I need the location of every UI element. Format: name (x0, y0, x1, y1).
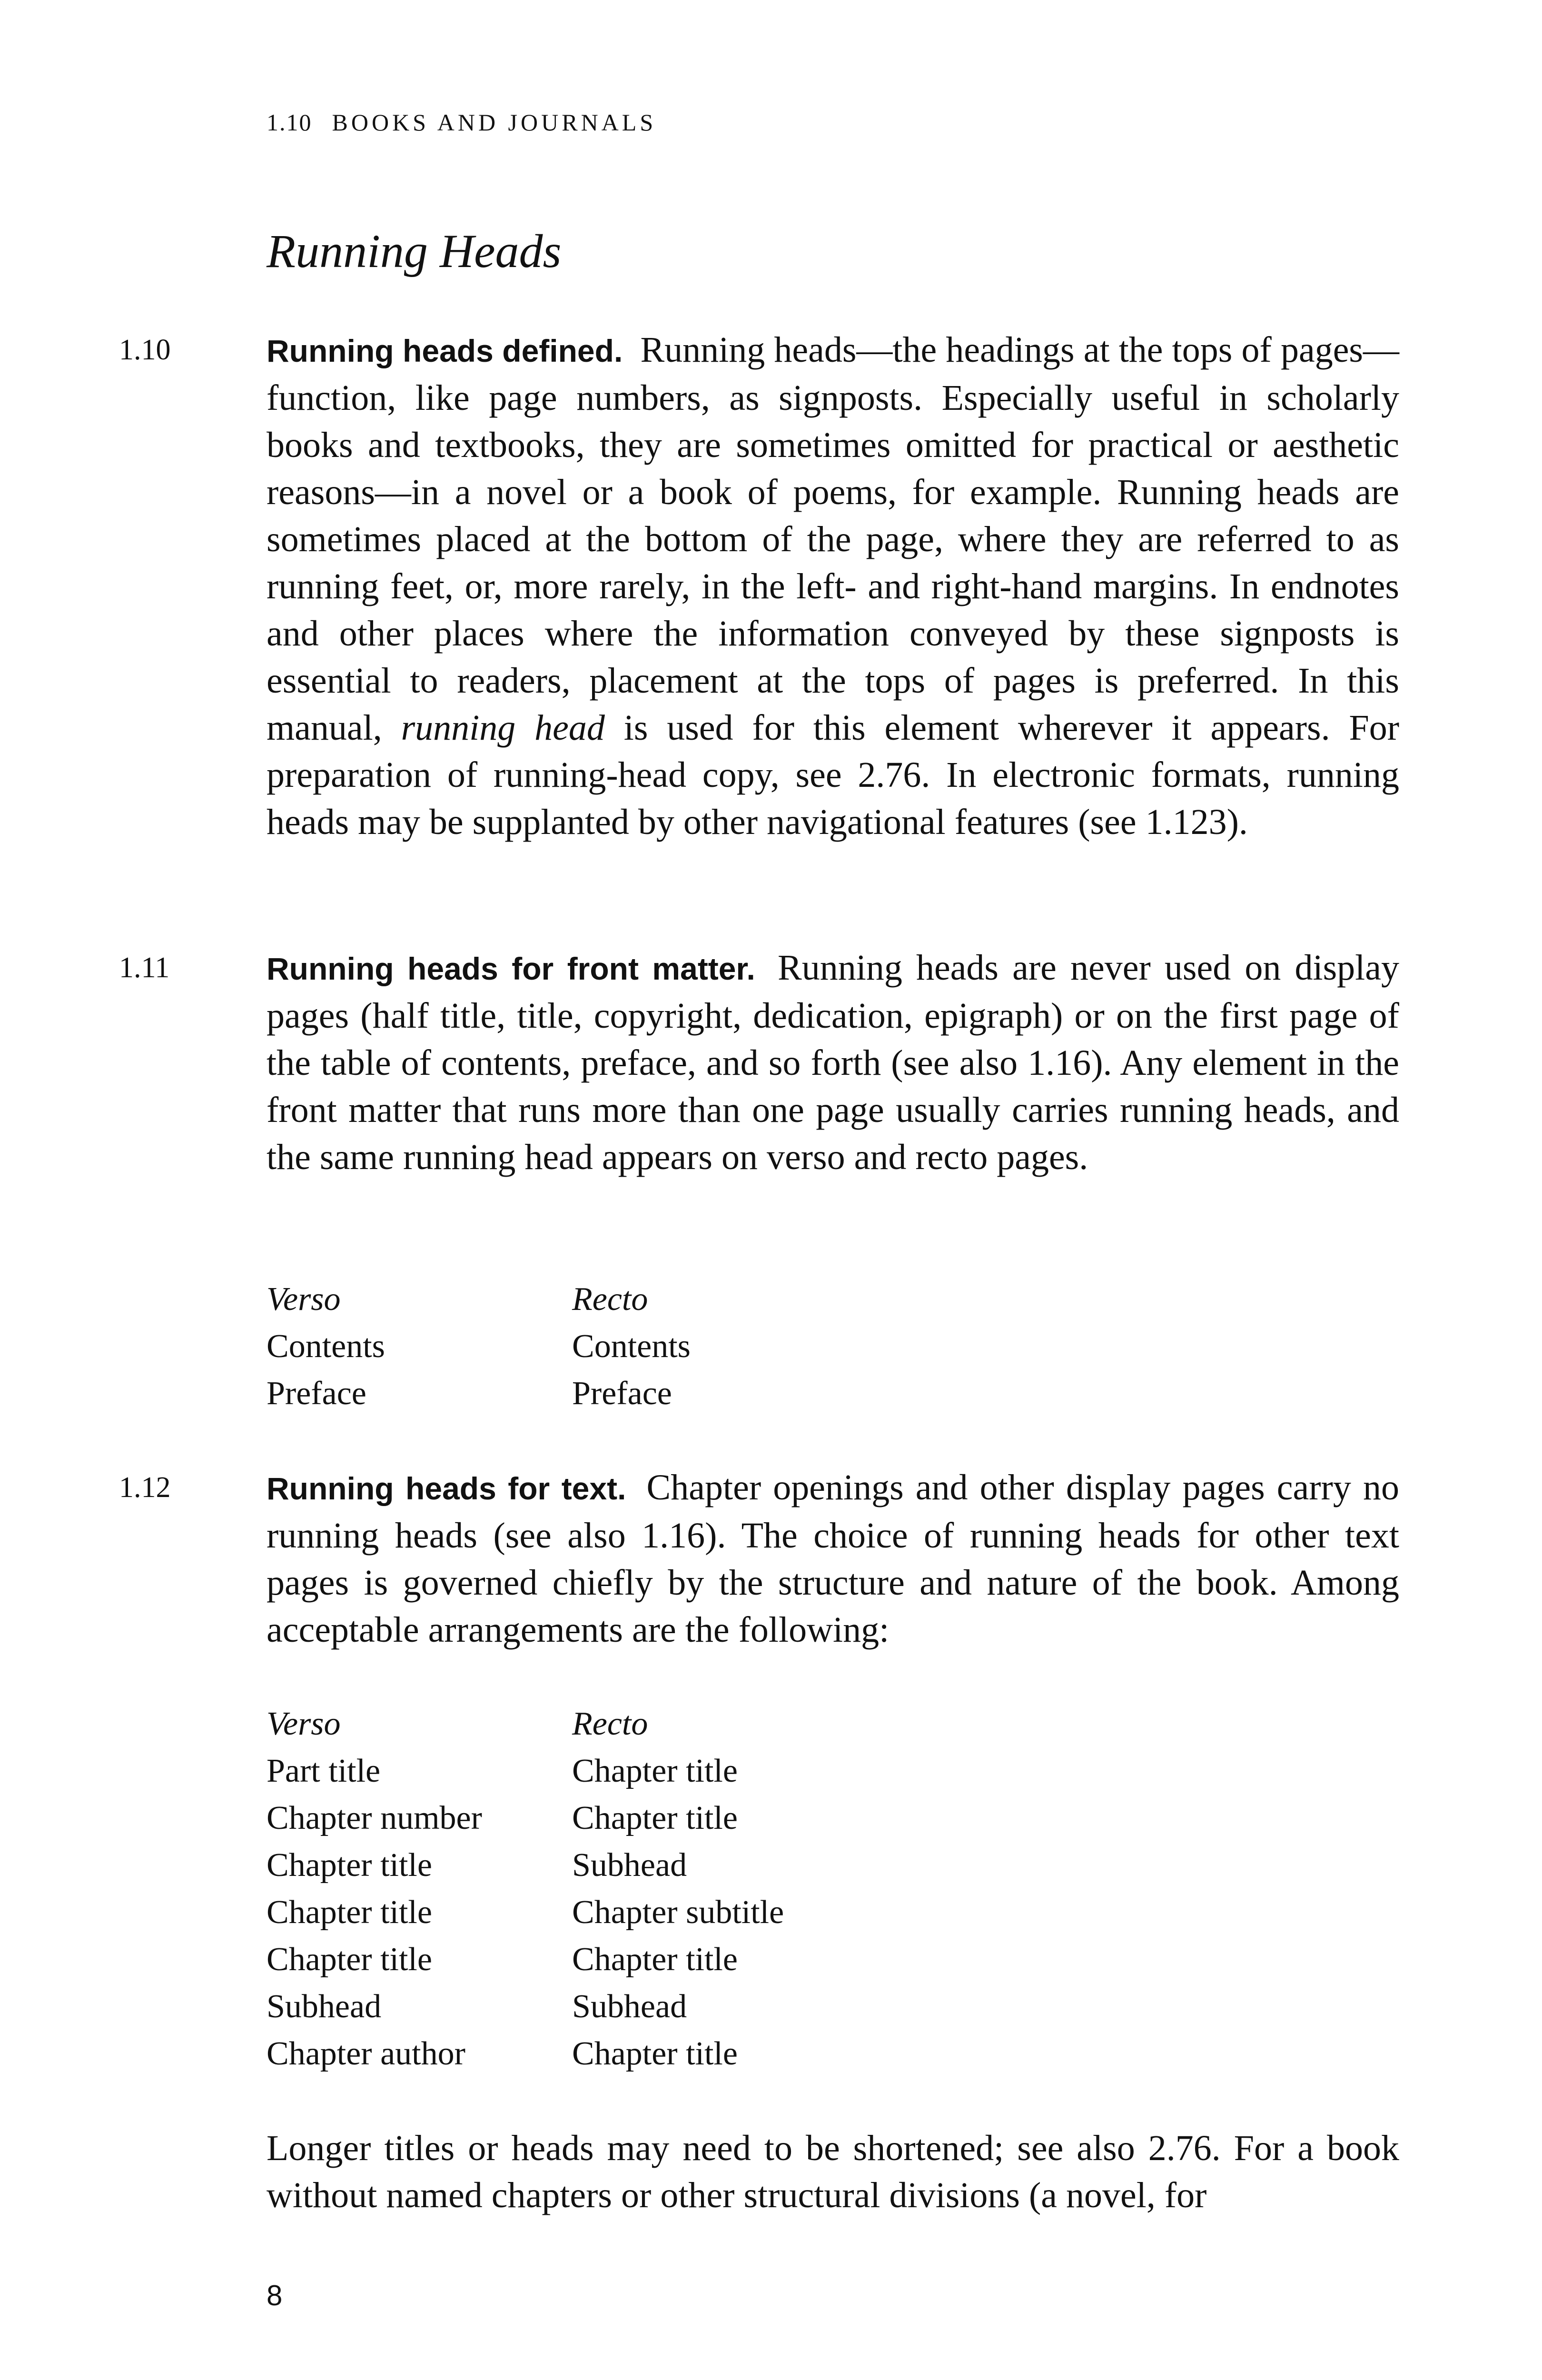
verso-cell: Preface (267, 1375, 366, 1412)
table-header-row (267, 1276, 953, 1323)
verso-header: Verso (267, 1706, 341, 1742)
table-row (267, 1747, 953, 1795)
table-row (267, 1889, 953, 1936)
table-header-row (267, 1700, 953, 1747)
table-row (267, 1936, 953, 1983)
paragraph-text: Longer titles or heads may need to be shortened; see also 2.76. For a book without named chapters or other structural divisions (a novel, for (267, 2128, 1399, 2215)
recto-cell: Chapter title (572, 2035, 738, 2072)
paragraph-lead: Running heads for front matter. (267, 951, 755, 986)
paragraph-lead: Running heads for text. (267, 1471, 626, 1506)
paragraph-text: Running heads—the headings at the tops of pages—function, like page numbers, as signposts. Especially useful in scholarly books and textbooks, they are sometimes omitted for practical or aesthetic reasons—in a novel or a book of poems, for example. Running heads are sometimes placed at the bottom of the page, where they are referred to as running feet, or, more rarely, in the left- and right-hand margins. In endnotes and other places where the information conveyed by these signposts is essential to readers, placement at the tops of pages is preferred. In this manual, (267, 330, 1399, 748)
recto-cell: Chapter subtitle (572, 1894, 784, 1931)
paragraph-text: Chapter openings and other display pages carry no running heads (see also 1.16). The choice of running heads for other text pages is governed chiefly by the structure and nature of the book. Among acceptable arrangements are the following: (267, 1468, 1399, 1650)
text-running-heads-table (267, 1700, 953, 2077)
paragraph-running-heads-front-matter (267, 944, 1399, 1181)
verso-cell: Part title (267, 1753, 381, 1789)
page-number: 8 (267, 2280, 283, 2311)
front-matter-running-heads-table (267, 1276, 953, 1417)
running-head-number: 1.10 (267, 109, 312, 136)
paragraph-lead: Running heads defined. (267, 333, 623, 368)
table-row (267, 1842, 953, 1889)
recto-cell: Chapter title (572, 1941, 738, 1978)
paragraph-emphasis: running head (401, 708, 605, 748)
verso-cell: Contents (267, 1328, 385, 1365)
verso-cell: Chapter author (267, 2035, 465, 2072)
paragraph-text: is used for this element wherever it appears. For preparation of running-head copy, see 2.76. In electronic formats, running heads may be supplanted by other navigational features (see 1.123). (267, 708, 1400, 842)
table-row (267, 1370, 953, 1417)
recto-cell: Subhead (572, 1988, 687, 2025)
recto-cell: Contents (572, 1328, 691, 1365)
table-row (267, 1795, 953, 1842)
recto-cell: Chapter title (572, 1800, 738, 1836)
closing-paragraph (267, 2125, 1399, 2219)
verso-header: Verso (267, 1281, 341, 1318)
running-head-title: BOOKS AND JOURNALS (332, 109, 657, 136)
paragraph-number: 1.11 (119, 952, 170, 984)
verso-cell: Chapter number (267, 1800, 482, 1836)
verso-cell: Chapter title (267, 1941, 432, 1978)
section-title: Running Heads (267, 225, 562, 278)
table-row (267, 1323, 953, 1370)
running-head (267, 109, 656, 136)
recto-cell: Chapter title (572, 1753, 738, 1789)
verso-cell: Subhead (267, 1988, 382, 2025)
recto-cell: Subhead (572, 1847, 687, 1884)
verso-cell: Chapter title (267, 1847, 432, 1884)
paragraph-number: 1.12 (119, 1471, 171, 1504)
paragraph-number: 1.10 (119, 334, 171, 366)
verso-cell: Chapter title (267, 1894, 432, 1931)
recto-header: Recto (572, 1706, 648, 1742)
recto-header: Recto (572, 1281, 648, 1318)
paragraph-running-heads-defined (267, 327, 1399, 846)
paragraph-text: Running heads are never used on display pages (half title, title, copyright, dedication, epigraph) or on the first page of the table of contents, preface, and so forth (see also 1.16). Any element in the front matter that runs more than one page usually carries running heads, and the same running head appears on verso and recto pages. (267, 948, 1400, 1177)
table-row (267, 2030, 953, 2077)
recto-cell: Preface (572, 1375, 672, 1412)
table-row (267, 1983, 953, 2030)
paragraph-running-heads-text (267, 1464, 1399, 1654)
